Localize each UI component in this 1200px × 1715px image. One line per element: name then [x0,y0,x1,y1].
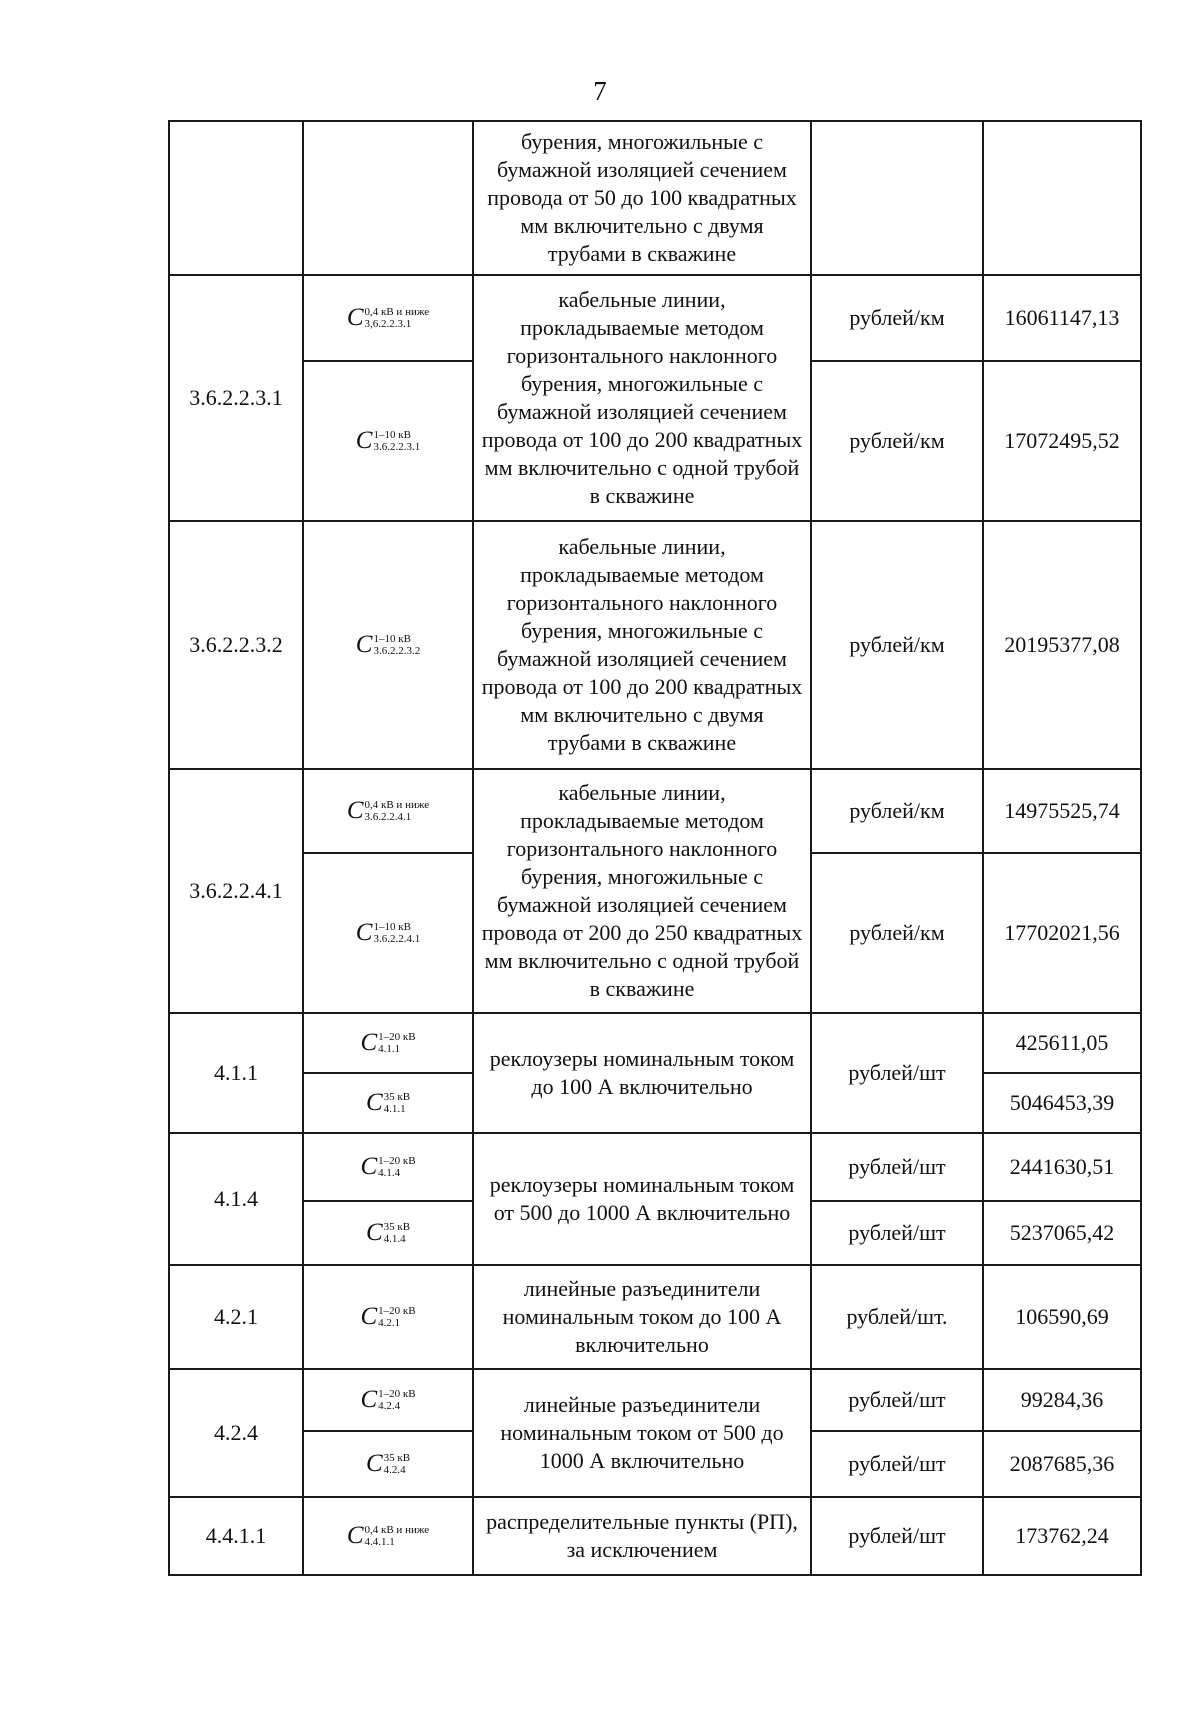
value-cell: 173762,24 [983,1497,1141,1575]
coefficient-symbol: C 0,4 кВ и ниже 3.6.2.2.4.1 [346,797,430,824]
coef-cell [303,521,473,769]
value-cell: 16061147,13 [983,275,1141,361]
coefficient-symbol: C 1–20 кВ 4.2.1 [360,1303,416,1330]
description-cell: бурения, многожильные с бумажной изоляцией сечением провода от 50 до 100 квадратных мм включительно с двумя трубами в скважине [473,121,811,275]
description-cell: линейные разъединители номинальным током до 100 А включительно [473,1265,811,1369]
page-number: 7 [593,76,607,106]
unit-cell: рублей/шт [811,1369,983,1431]
description-cell: кабельные линии, прокладываемые методом горизонтального наклонного бурения, многожильные с бумажной изоляцией сечением провода от 200 до 250 квадратных мм включительно с одной трубой в скважине [473,769,811,1013]
value-cell: 20195377,08 [983,521,1141,769]
coef-cell [303,853,473,1013]
value-cell: 425611,05 [983,1013,1141,1073]
unit-cell: рублей/шт [811,1201,983,1265]
description-cell: реклоузеры номинальным током до 100 А включительно [473,1013,811,1133]
code-cell: 3.6.2.2.3.1 [169,275,303,521]
table-row [169,521,1141,769]
unit-cell: рублей/км [811,361,983,521]
coef-cell [303,1133,473,1201]
coef-cell [303,1369,473,1431]
description-cell: линейные разъединители номинальным током от 500 до 1000 А включительно [473,1369,811,1497]
coefficient-symbol: C 35 кВ 4.1.1 [365,1089,411,1116]
coefficient-symbol: C 0,4 кВ и ниже 3,6.2.2.3.1 [346,304,430,331]
description-cell: кабельные линии, прокладываемые методом горизонтального наклонного бурения, многожильные с бумажной изоляцией сечением провода от 100 до 200 квадратных мм включительно с двумя трубами в скважине [473,521,811,769]
coefficient-symbol: C 1–10 кВ 3.6.2.2.4.1 [355,919,421,946]
value-cell: 2441630,51 [983,1133,1141,1201]
code-cell: 3.6.2.2.4.1 [169,769,303,1013]
value-cell: 99284,36 [983,1369,1141,1431]
code-cell: 4.4.1.1 [169,1497,303,1575]
coef-cell [303,1497,473,1575]
value-cell: 2087685,36 [983,1431,1141,1497]
unit-cell: рублей/км [811,521,983,769]
rates-table [168,120,1142,1576]
value-cell: 17072495,52 [983,361,1141,521]
unit-cell: рублей/км [811,769,983,853]
coef-cell [303,1201,473,1265]
unit-cell: рублей/км [811,853,983,1013]
unit-cell: рублей/км [811,275,983,361]
coefficient-symbol: C 1–20 кВ 4.2.4 [360,1386,416,1413]
table-row [169,1013,1141,1073]
code-cell: 4.1.1 [169,1013,303,1133]
table-row [169,1369,1141,1431]
table-row [169,121,1141,275]
value-cell [983,121,1141,275]
coefficient-symbol: C 0,4 кВ и ниже 4.4.1.1 [346,1522,430,1549]
unit-cell: рублей/шт [811,1013,983,1133]
coefficient-symbol: C 1–20 кВ 4.1.1 [360,1029,416,1056]
coef-cell [303,1073,473,1133]
table-row [169,1497,1141,1575]
description-cell: распределительные пункты (РП), за исключением [473,1497,811,1575]
coefficient-symbol: C 35 кВ 4.1.4 [365,1219,411,1246]
value-cell: 14975525,74 [983,769,1141,853]
coef-cell [303,1265,473,1369]
code-cell: 4.2.4 [169,1369,303,1497]
value-cell: 5237065,42 [983,1201,1141,1265]
value-cell: 5046453,39 [983,1073,1141,1133]
coef-cell [303,1431,473,1497]
table-row [169,1265,1141,1369]
table-row [169,1133,1141,1201]
unit-cell: рублей/шт. [811,1265,983,1369]
value-cell: 106590,69 [983,1265,1141,1369]
code-cell: 4.2.1 [169,1265,303,1369]
code-cell: 4.1.4 [169,1133,303,1265]
value-cell: 17702021,56 [983,853,1141,1013]
unit-cell: рублей/шт [811,1497,983,1575]
code-cell [169,121,303,275]
table-row [169,769,1141,853]
unit-cell [811,121,983,275]
coef-cell [303,1013,473,1073]
code-cell: 3.6.2.2.3.2 [169,521,303,769]
description-cell: реклоузеры номинальным током от 500 до 1000 А включительно [473,1133,811,1265]
coef-cell [303,275,473,361]
coefficient-symbol: C 1–20 кВ 4.1.4 [360,1153,416,1180]
coef-cell [303,769,473,853]
coefficient-symbol: C 35 кВ 4.2.4 [365,1450,411,1477]
unit-cell: рублей/шт [811,1133,983,1201]
unit-cell: рублей/шт [811,1431,983,1497]
coef-cell [303,361,473,521]
coefficient-symbol: C 1–10 кВ 3.6.2.2.3.1 [355,427,421,454]
description-cell: кабельные линии, прокладываемые методом горизонтального наклонного бурения, многожильные с бумажной изоляцией сечением провода от 100 до 200 квадратных мм включительно с одной трубой в скважине [473,275,811,521]
coef-cell [303,121,473,275]
table-row [169,275,1141,361]
coefficient-symbol: C 1–10 кВ 3.6.2.2.3.2 [355,631,421,658]
